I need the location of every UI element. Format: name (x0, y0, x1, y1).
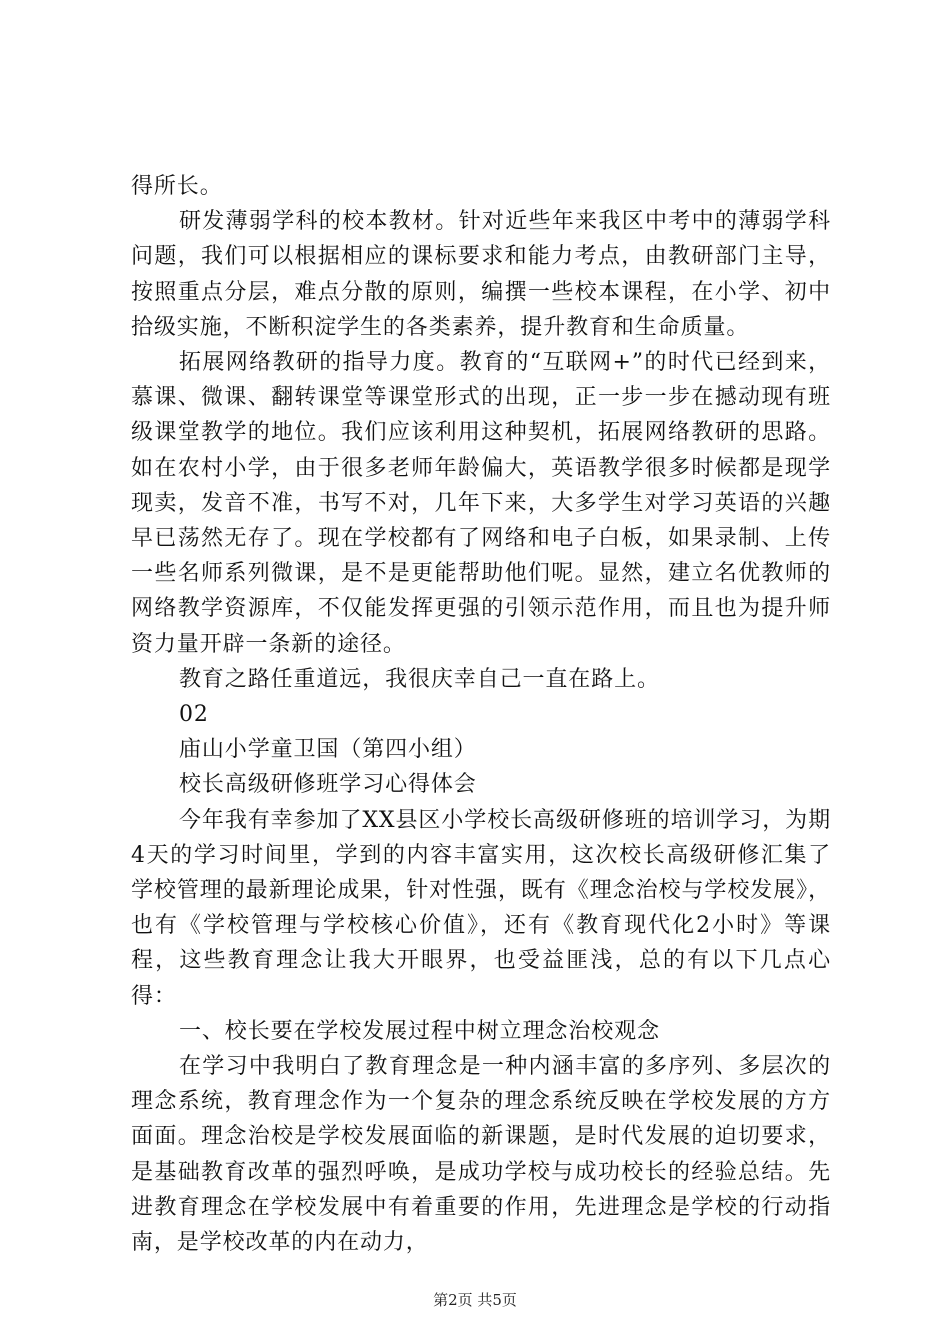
paragraph-8: 今年我有幸参加了XX县区小学校长高级研修班的培训学习，为期4天的学习时间里，学到的内容丰富实用，这次校长高级研修汇集了学校管理的最新理论成果，针对性强，既有《理念治校与学校发展》，也有《学校管理与学校核心价值》，还有《教育现代化2小时》等课程，这些教育理念让我大开眼界，也受益匪浅，总的有以下几点心得： (131, 807, 831, 1009)
section-number: 02 (179, 702, 209, 728)
author-line: 庙山小学童卫国（第四小组） (179, 737, 477, 763)
paragraph-4: 教育之路任重道远，我很庆幸自己一直在路上。 (179, 666, 660, 692)
paragraph-10: 在学习中我明白了教育理念是一种内涵丰富的多序列、多层次的理念系统，教育理念作为一个复杂的理念系统反映在学校发展的方方面面。理念治校是学校发展面临的新课题，是时代发展的迫切要求，是基础教育改革的强烈呼唤，是成功学校与成功校长的经验总结。先进教育理念在学校发展中有着重要的作用，先进理念是学校的行动指南，是学校改革的内在动力， (131, 1054, 831, 1256)
section-heading: 一、校长要在学校发展过程中树立理念治校观念 (179, 1018, 660, 1044)
paragraph-1: 得所长。 (131, 174, 223, 199)
article-title: 校长高级研修班学习心得体会 (179, 772, 477, 798)
page-footer: 第2页 共5页 (433, 1291, 517, 1309)
paragraph-3: 拓展网络教研的指导力度。教育的“互联网+”的时代已经到来，慕课、微课、翻转课堂等课堂形式的出现，正一步一步在撼动现有班级课堂教学的地位。我们应该利用这种契机，拓展网络教研的思路。如在农村小学，由于很多老师年龄偏大，英语教学很多时候都是现学现卖，发音不准，书写不对，几年下来，大多学生对学习英语的兴趣早已荡然无存了。现在学校都有了网络和电子白板，如果录制、上传一些名师系列微课，是不是更能帮助他们呢。显然，建立名优教师的网络教学资源库，不仅能发挥更强的引领示范作用，而且也为提升师资力量开辟一条新的途径。 (131, 350, 831, 657)
paragraph-2: 研发薄弱学科的校本教材。针对近些年来我区中考中的薄弱学科问题，我们可以根据相应的课标要求和能力考点，由教研部门主导，按照重点分层，难点分散的原则，编撰一些校本课程，在小学、初中拾级实施，不断积淀学生的各类素养，提升教育和生命质量。 (131, 209, 831, 340)
document-body (131, 169, 831, 1260)
